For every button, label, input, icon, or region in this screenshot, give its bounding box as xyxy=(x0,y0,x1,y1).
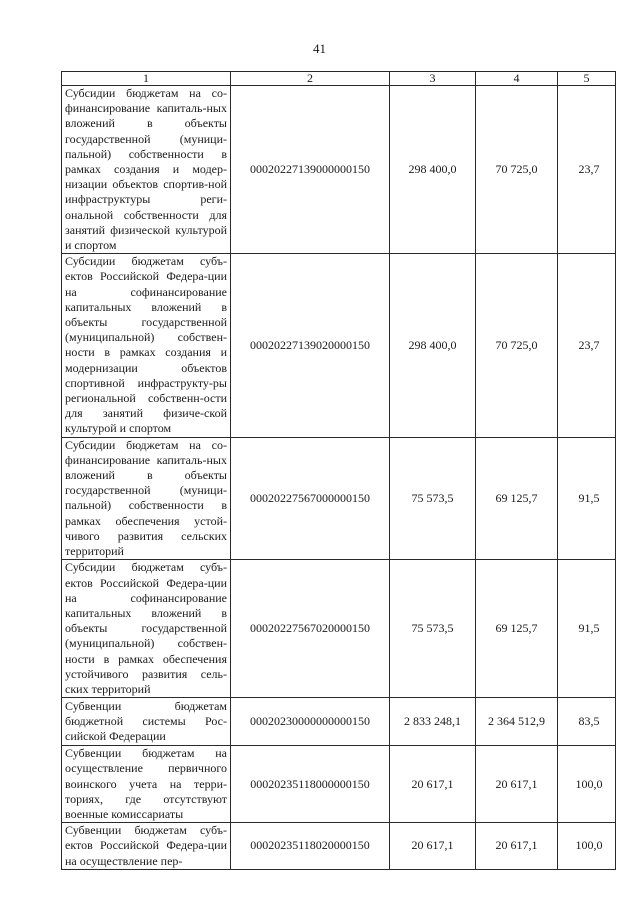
row-name: Субвенции бюджетам на осуществление первичного воинского учета на терри-ториях, где отсутствуют военные комиссариаты xyxy=(62,746,231,823)
row-code: 00020227139020000150 xyxy=(231,254,390,437)
row-code: 00020235118000000150 xyxy=(231,746,390,823)
column-header-3: 3 xyxy=(390,72,476,86)
column-header-2: 2 xyxy=(231,72,390,86)
row-actual: 70 725,0 xyxy=(476,254,558,437)
row-percent: 100,0 xyxy=(558,823,616,870)
row-plan: 298 400,0 xyxy=(390,254,476,437)
row-name: Субсидии бюджетам на со-финансирование капиталь-ных вложений в объекты государственной (муници-пальной) собственности в рамках обеспечения устой-чивого развития сельских территорий xyxy=(62,437,231,560)
row-plan: 20 617,1 xyxy=(390,823,476,870)
row-actual: 2 364 512,9 xyxy=(476,698,558,746)
table-row xyxy=(62,823,616,870)
row-percent: 91,5 xyxy=(558,437,616,560)
table-row xyxy=(62,560,616,698)
page-number: 41 xyxy=(313,41,326,56)
row-plan: 75 573,5 xyxy=(390,560,476,698)
budget-table xyxy=(61,71,616,870)
row-name: Субсидии бюджетам субъ-ектов Российской Федера-ции на софинансирование капитальных вложений в объекты государственной (муниципальной) собствен-ности в рамках создания и модернизации объектов спортивной инфраструкту-ры региональной собственн-ости для занятий физиче-ской культурой и спортом xyxy=(62,254,231,437)
column-header-1: 1 xyxy=(62,72,231,86)
table-row xyxy=(62,698,616,746)
row-actual: 20 617,1 xyxy=(476,746,558,823)
row-percent: 83,5 xyxy=(558,698,616,746)
row-name: Субсидии бюджетам субъ-ектов Российской Федера-ции на софинансирование капитальных вложений в объекты государственной (муниципальной) собствен-ности в рамках обеспечения устойчивого развития сель-ских территорий xyxy=(62,560,231,698)
row-plan: 20 617,1 xyxy=(390,746,476,823)
row-percent: 23,7 xyxy=(558,86,616,254)
row-code: 00020227567000000150 xyxy=(231,437,390,560)
table-header xyxy=(62,72,616,86)
row-actual: 20 617,1 xyxy=(476,823,558,870)
row-percent: 91,5 xyxy=(558,560,616,698)
row-code: 00020227139000000150 xyxy=(231,86,390,254)
row-plan: 298 400,0 xyxy=(390,86,476,254)
row-percent: 23,7 xyxy=(558,254,616,437)
row-name: Субсидии бюджетам на со-финансирование капиталь-ных вложений в объекты государственной (муници-пальной) собственности в рамках создания и модер-низации объектов спортив-ной инфраструктуры реги-ональной собственности для занятий физической культурой и спортом xyxy=(62,86,231,254)
table-row xyxy=(62,746,616,823)
column-header-5: 5 xyxy=(558,72,616,86)
row-name: Субвенции бюджетам субъ-ектов Российской Федера-ции на осуществление пер- xyxy=(62,823,231,870)
row-actual: 69 125,7 xyxy=(476,560,558,698)
table-row xyxy=(62,437,616,560)
row-code: 00020227567020000150 xyxy=(231,560,390,698)
column-header-4: 4 xyxy=(476,72,558,86)
row-plan: 75 573,5 xyxy=(390,437,476,560)
row-plan: 2 833 248,1 xyxy=(390,698,476,746)
header-row xyxy=(62,72,616,86)
table-body xyxy=(62,86,616,870)
row-code: 00020235118020000150 xyxy=(231,823,390,870)
row-name: Субвенции бюджетам бюджетной системы Рос-сийской Федерации xyxy=(62,698,231,746)
row-actual: 69 125,7 xyxy=(476,437,558,560)
row-percent: 100,0 xyxy=(558,746,616,823)
table-row xyxy=(62,254,616,437)
row-actual: 70 725,0 xyxy=(476,86,558,254)
row-code: 00020230000000000150 xyxy=(231,698,390,746)
table-row xyxy=(62,86,616,254)
